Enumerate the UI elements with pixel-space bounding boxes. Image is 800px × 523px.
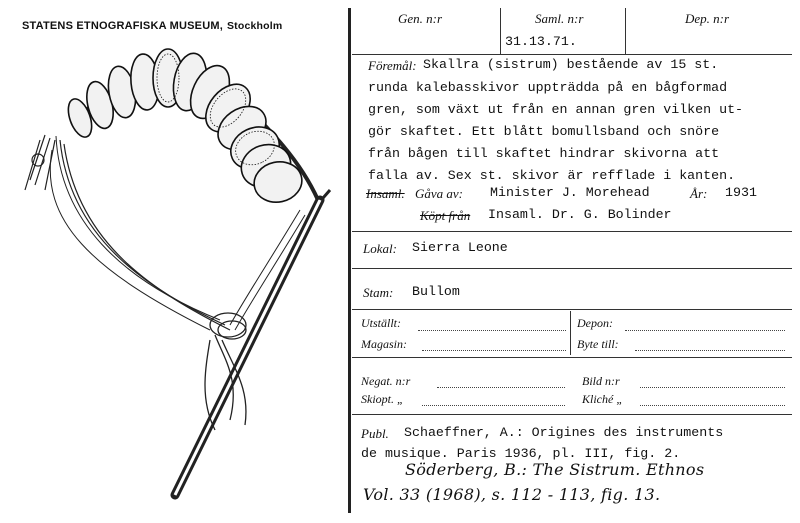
insaml-struck-label: Insaml. <box>366 186 405 201</box>
bild-label: Bild n:r <box>582 374 620 388</box>
rule-stam <box>352 309 792 310</box>
saml-nr-value: 31.13.71. <box>505 34 577 49</box>
lokal-value: Sierra Leone <box>412 240 508 255</box>
publ-handwritten-1: Söderberg, B.: The Sistrum. Ethnos <box>405 460 705 479</box>
byte-dots <box>635 350 785 351</box>
rule-photo <box>352 414 792 415</box>
magasin-label: Magasin: <box>361 337 407 351</box>
rule-gava <box>352 231 792 232</box>
kopt-value: Insaml. Dr. G. Bolinder <box>488 207 672 222</box>
publ-handwritten-2: Vol. 33 (1968), s. 112 - 113, fig. 13. <box>363 485 661 504</box>
kopt-struck-label: Köpt från <box>420 208 471 223</box>
foremal-line-6: falla av. Sex st. skivor är refflade i kanten. <box>368 168 736 183</box>
number-divider-2 <box>625 8 626 54</box>
year-label: År: <box>690 186 708 201</box>
museum-city: Stockholm <box>226 20 283 32</box>
foremal-line-1: Skallra (sistrum) bestående av 15 st. <box>423 57 719 72</box>
bild-dots <box>640 387 785 388</box>
publ-line-2: de musique. Paris 1936, pl. III, fig. 2. <box>361 446 681 461</box>
museum-header <box>22 20 282 32</box>
publ-line-1: Schaeffner, A.: Origines des instruments <box>404 425 724 440</box>
storage-divider <box>570 311 571 355</box>
kliche-dots <box>640 405 785 406</box>
gen-nr-label: Gen. n:r <box>398 11 443 26</box>
kliche-label: Kliché „ <box>582 392 623 406</box>
foremal-line-2: runda kalebasskivor uppträdda på en bågformad <box>368 80 728 95</box>
illustration-panel <box>0 0 350 523</box>
depon-dots <box>625 330 785 331</box>
rule-numbers <box>352 54 792 55</box>
dep-nr-label: Dep. n:r <box>685 11 730 26</box>
foremal-line-5: från bågen till skaftet hindrar skivorna att <box>368 146 720 161</box>
year-value: 1931 <box>725 185 757 200</box>
gava-value: Minister J. Morehead <box>490 185 650 200</box>
stam-label: Stam: <box>363 285 394 300</box>
rule-storage <box>352 357 792 358</box>
negat-label: Negat. n:r <box>361 374 411 388</box>
gava-label: Gåva av: <box>415 186 464 201</box>
sistrum-drawing <box>0 40 350 523</box>
saml-nr-label: Saml. n:r <box>535 11 584 26</box>
museum-name: STATENS ETNOGRAFISKA MUSEUM, <box>22 20 223 32</box>
rule-lokal <box>352 268 792 269</box>
byte-label: Byte till: <box>577 337 619 351</box>
number-divider-1 <box>500 8 501 54</box>
magasin-dots <box>422 350 566 351</box>
foremal-label: Föremål: <box>368 58 417 73</box>
foremal-line-4: gör skaftet. Ett blått bomullsband och snöre <box>368 124 720 139</box>
utstallt-label: Utställt: <box>361 316 402 330</box>
card-divider <box>348 8 351 513</box>
lokal-label: Lokal: <box>363 241 397 256</box>
utstallt-dots <box>418 330 566 331</box>
skiopt-dots <box>422 405 565 406</box>
foremal-line-3: gren, som växt ut från en annan gren vilken ut- <box>368 102 744 117</box>
skiopt-label: Skiopt. „ <box>361 392 404 406</box>
negat-dots <box>437 387 565 388</box>
stam-value: Bullom <box>412 284 460 299</box>
depon-label: Depon: <box>577 316 613 330</box>
publ-label: Publ. <box>361 426 389 441</box>
